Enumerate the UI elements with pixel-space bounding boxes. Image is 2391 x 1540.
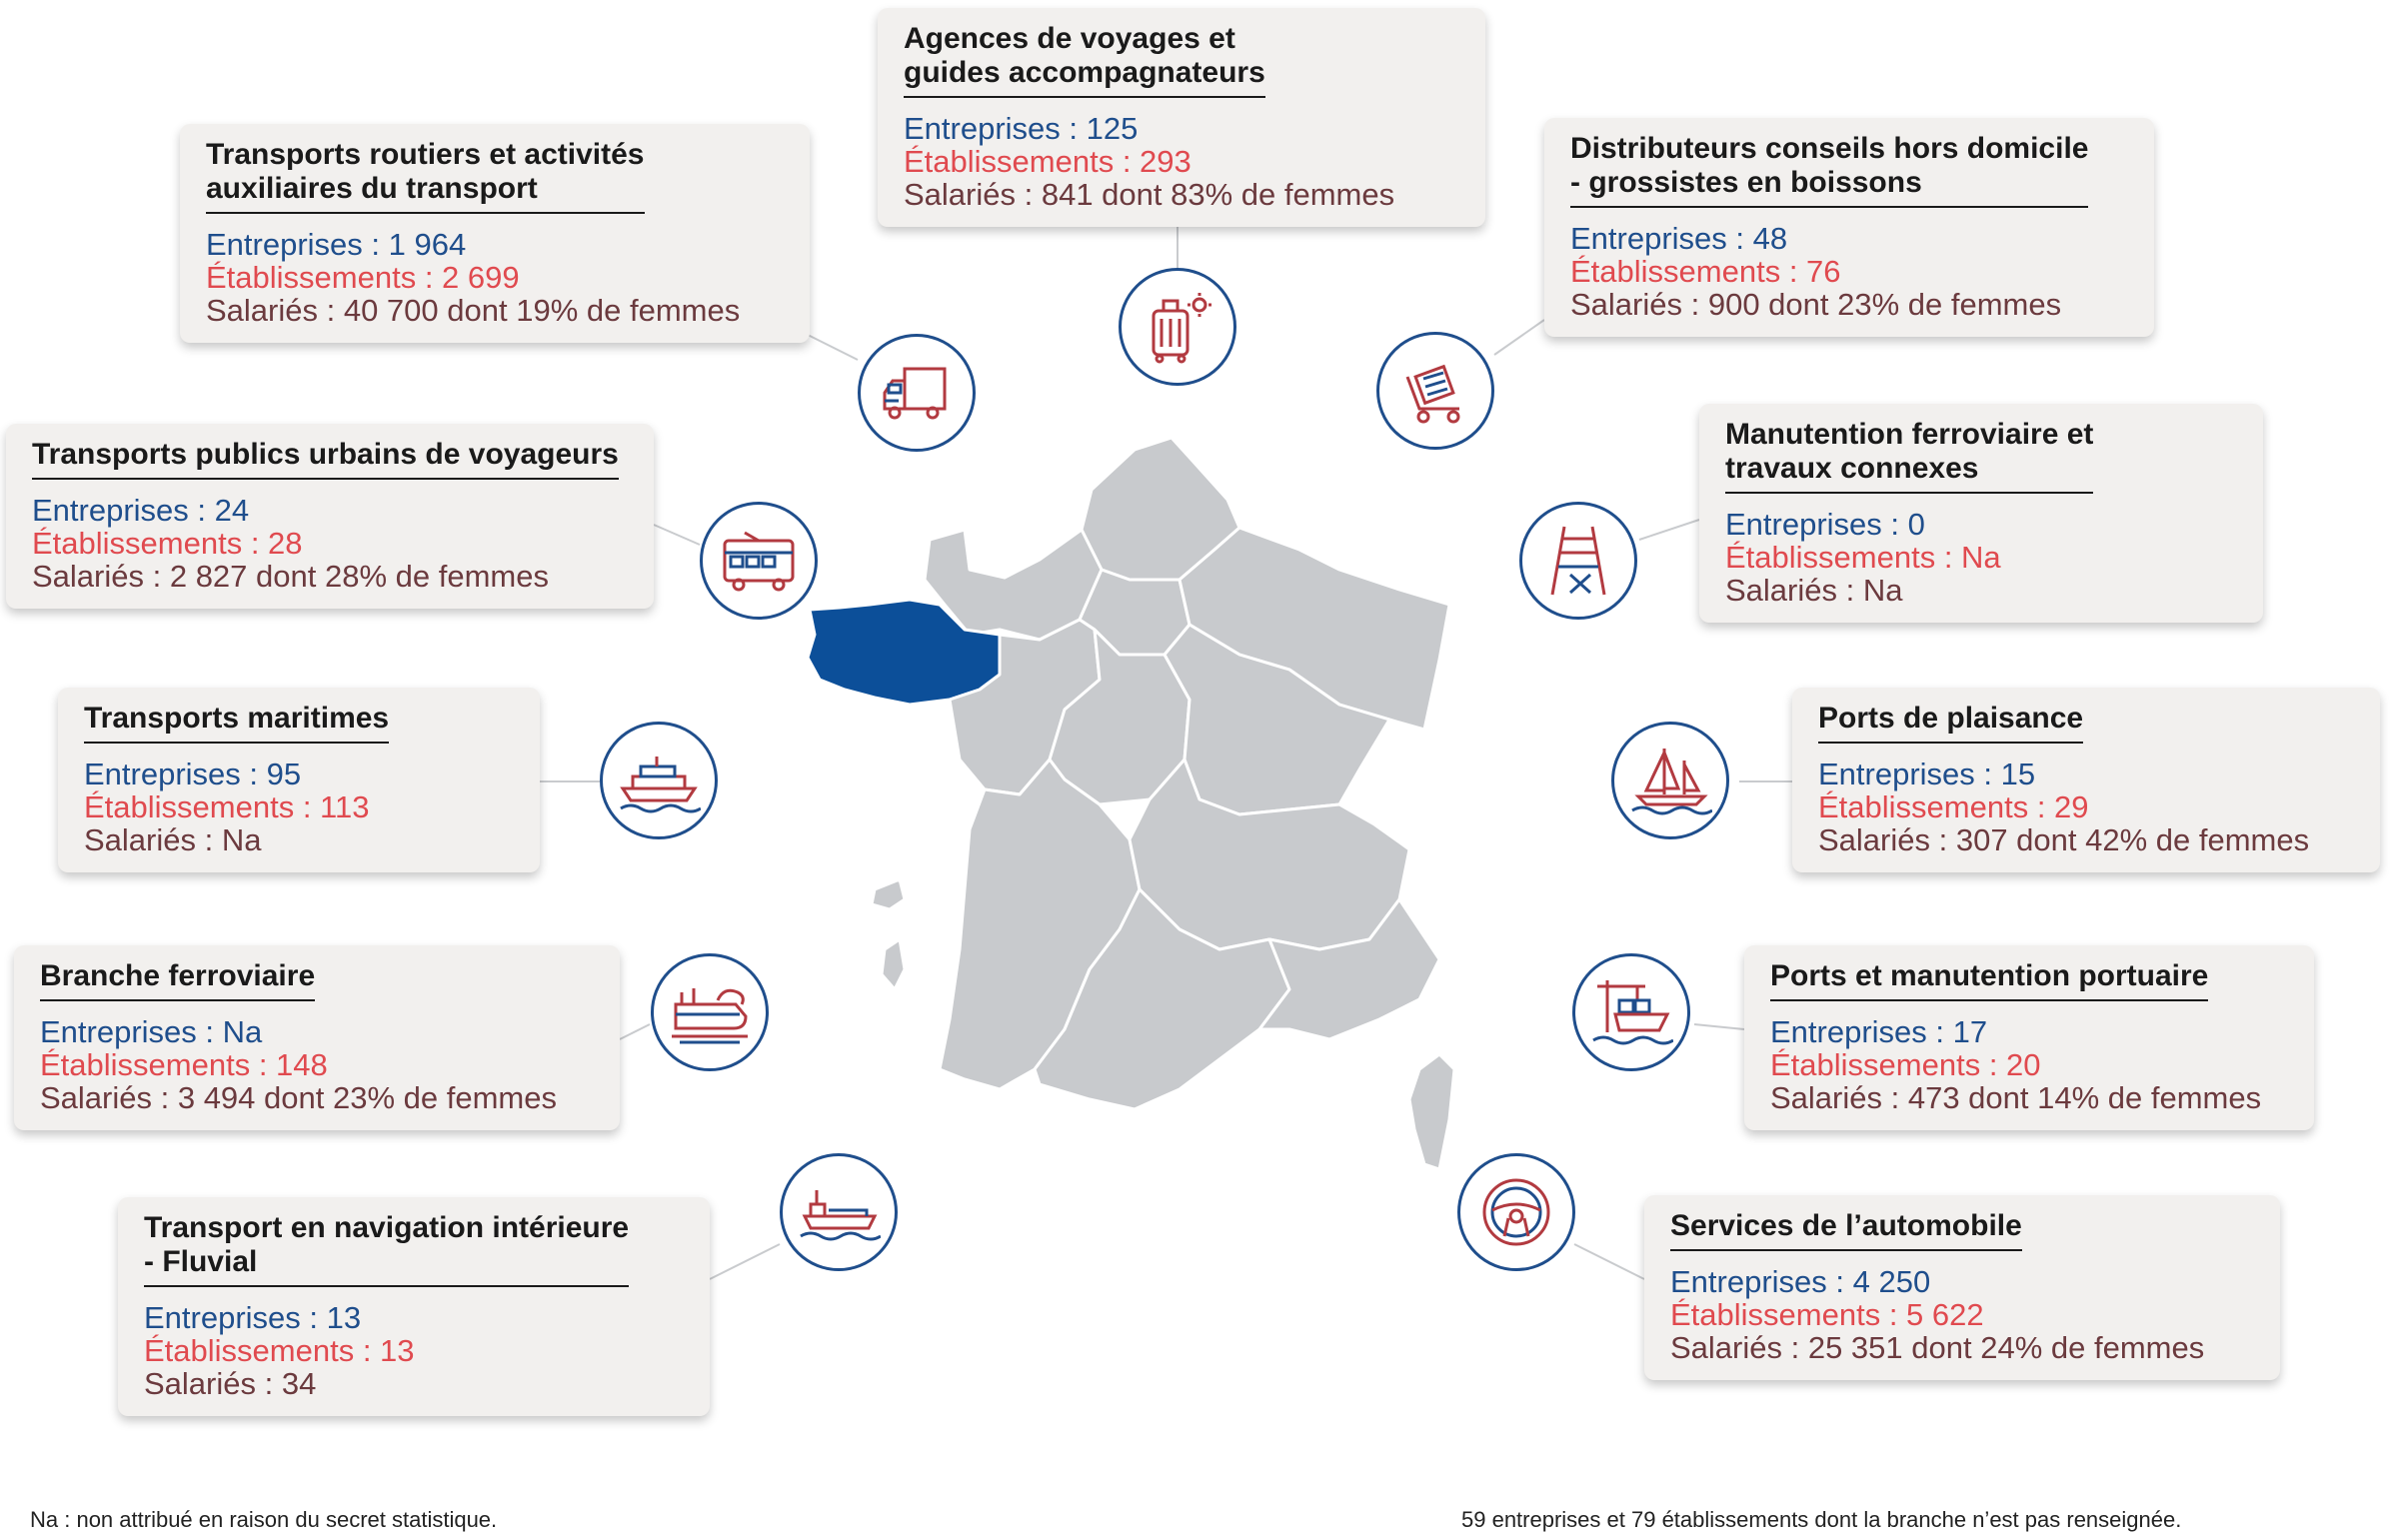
entreprises-value: Entreprises : 15 <box>1818 757 2036 791</box>
rail-tools-icon <box>1536 519 1620 603</box>
train-icon <box>668 970 752 1054</box>
card-fluvial <box>118 1197 710 1416</box>
icon-circle-distributeurs <box>1376 332 1494 450</box>
salaries-value: Salariés : 841 dont 83% de femmes <box>904 177 1395 212</box>
card-portuaire <box>1744 945 2314 1130</box>
etablissements-value: Établissements : 113 <box>84 789 370 824</box>
entreprises-value: Entreprises : 125 <box>904 111 1139 146</box>
entreprises-value: Entreprises : 4 250 <box>1670 1264 1931 1299</box>
entreprises-value: Entreprises : 0 <box>1725 507 1925 542</box>
cruise-ship-icon <box>617 739 701 822</box>
card-title: Branche ferroviaire <box>40 959 315 1001</box>
card-title: Agences de voyages et guides accompagnateurs <box>904 22 1265 98</box>
entreprises-value: Entreprises : Na <box>40 1014 263 1049</box>
card-ferroviaire <box>14 945 620 1130</box>
island-re-oleron <box>872 879 905 989</box>
region-corse <box>1409 1054 1454 1169</box>
icon-circle-routiers <box>858 334 976 452</box>
icon-circle-urbains <box>700 502 818 620</box>
entreprises-value: Entreprises : 1 964 <box>206 227 467 262</box>
card-title: Manutention ferroviaire et travaux connexes <box>1725 418 2093 494</box>
etablissements-value: Établissements : 76 <box>1570 254 1841 289</box>
port-crane-icon <box>1589 970 1673 1054</box>
etablissements-value: Établissements : 293 <box>904 144 1192 179</box>
etablissements-value: Établissements : 2 699 <box>206 260 520 295</box>
entreprises-value: Entreprises : 24 <box>32 493 250 528</box>
card-title: Ports de plaisance <box>1818 702 2083 744</box>
salaries-value: Salariés : 34 <box>144 1366 317 1401</box>
card-title: Distributeurs conseils hors domicile - grossistes en boissons <box>1570 132 2088 208</box>
card-title: Transport en navigation intérieure - Fluvial <box>144 1211 629 1287</box>
etablissements-value: Établissements : 148 <box>40 1047 328 1082</box>
icon-circle-maritimes <box>600 722 718 839</box>
luggage-icon <box>1136 285 1219 369</box>
entreprises-value: Entreprises : 13 <box>144 1300 362 1335</box>
salaries-value: Salariés : 40 700 dont 19% de femmes <box>206 293 741 328</box>
card-plaisance <box>1792 688 2380 872</box>
entreprises-value: Entreprises : 48 <box>1570 221 1788 256</box>
salaries-value: Salariés : 3 494 dont 23% de femmes <box>40 1080 557 1115</box>
salaries-value: Salariés : Na <box>84 822 262 857</box>
france-map <box>800 430 1479 1189</box>
entreprises-value: Entreprises : 95 <box>84 757 302 791</box>
truck-icon <box>875 351 959 435</box>
icon-circle-portuaire <box>1572 953 1690 1071</box>
salaries-value: Salariés : 2 827 dont 28% de femmes <box>32 559 549 594</box>
hand-truck-icon <box>1393 349 1477 433</box>
card-title: Transports publics urbains de voyageurs <box>32 438 619 480</box>
card-automobile <box>1644 1195 2280 1380</box>
salaries-value: Salariés : 25 351 dont 24% de femmes <box>1670 1330 2205 1365</box>
icon-circle-fluvial <box>780 1153 898 1271</box>
footnote-na: Na : non attribué en raison du secret statistique. <box>30 1507 498 1532</box>
sailboat-icon <box>1628 739 1712 822</box>
etablissements-value: Établissements : 13 <box>144 1333 415 1368</box>
icon-circle-plaisance <box>1611 722 1729 839</box>
card-urbains <box>6 424 654 609</box>
bus-icon <box>717 519 801 603</box>
salaries-value: Salariés : 473 dont 14% de femmes <box>1770 1080 2262 1115</box>
card-maritimes <box>58 688 540 872</box>
etablissements-value: Établissements : 28 <box>32 526 303 561</box>
card-distributeurs <box>1544 118 2154 337</box>
salaries-value: Salariés : 307 dont 42% de femmes <box>1818 822 2310 857</box>
icon-circle-agences <box>1119 268 1236 386</box>
icon-circle-ferroviaire <box>651 953 769 1071</box>
entreprises-value: Entreprises : 17 <box>1770 1014 1988 1049</box>
barge-icon <box>797 1170 881 1254</box>
card-title: Ports et manutention portuaire <box>1770 959 2208 1001</box>
salaries-value: Salariés : Na <box>1725 573 1903 608</box>
card-routiers <box>180 124 810 343</box>
salaries-value: Salariés : 900 dont 23% de femmes <box>1570 287 2062 322</box>
card-agences <box>878 8 1485 227</box>
card-title: Transports maritimes <box>84 702 389 744</box>
icon-circle-manutention-ferro <box>1519 502 1637 620</box>
etablissements-value: Établissements : 20 <box>1770 1047 2041 1082</box>
icon-circle-automobile <box>1457 1153 1575 1271</box>
card-manutention-ferroviaire <box>1699 404 2263 623</box>
footnote-unassigned: 59 entreprises et 79 établissements dont la branche n’est pas renseignée. <box>1461 1507 2182 1532</box>
card-title: Transports routiers et activités auxiliaires du transport <box>206 138 645 214</box>
etablissements-value: Établissements : 5 622 <box>1670 1297 1984 1332</box>
etablissements-value: Établissements : Na <box>1725 540 2001 575</box>
steering-wheel-icon <box>1474 1170 1558 1254</box>
card-title: Services de l’automobile <box>1670 1209 2022 1251</box>
etablissements-value: Établissements : 29 <box>1818 789 2089 824</box>
